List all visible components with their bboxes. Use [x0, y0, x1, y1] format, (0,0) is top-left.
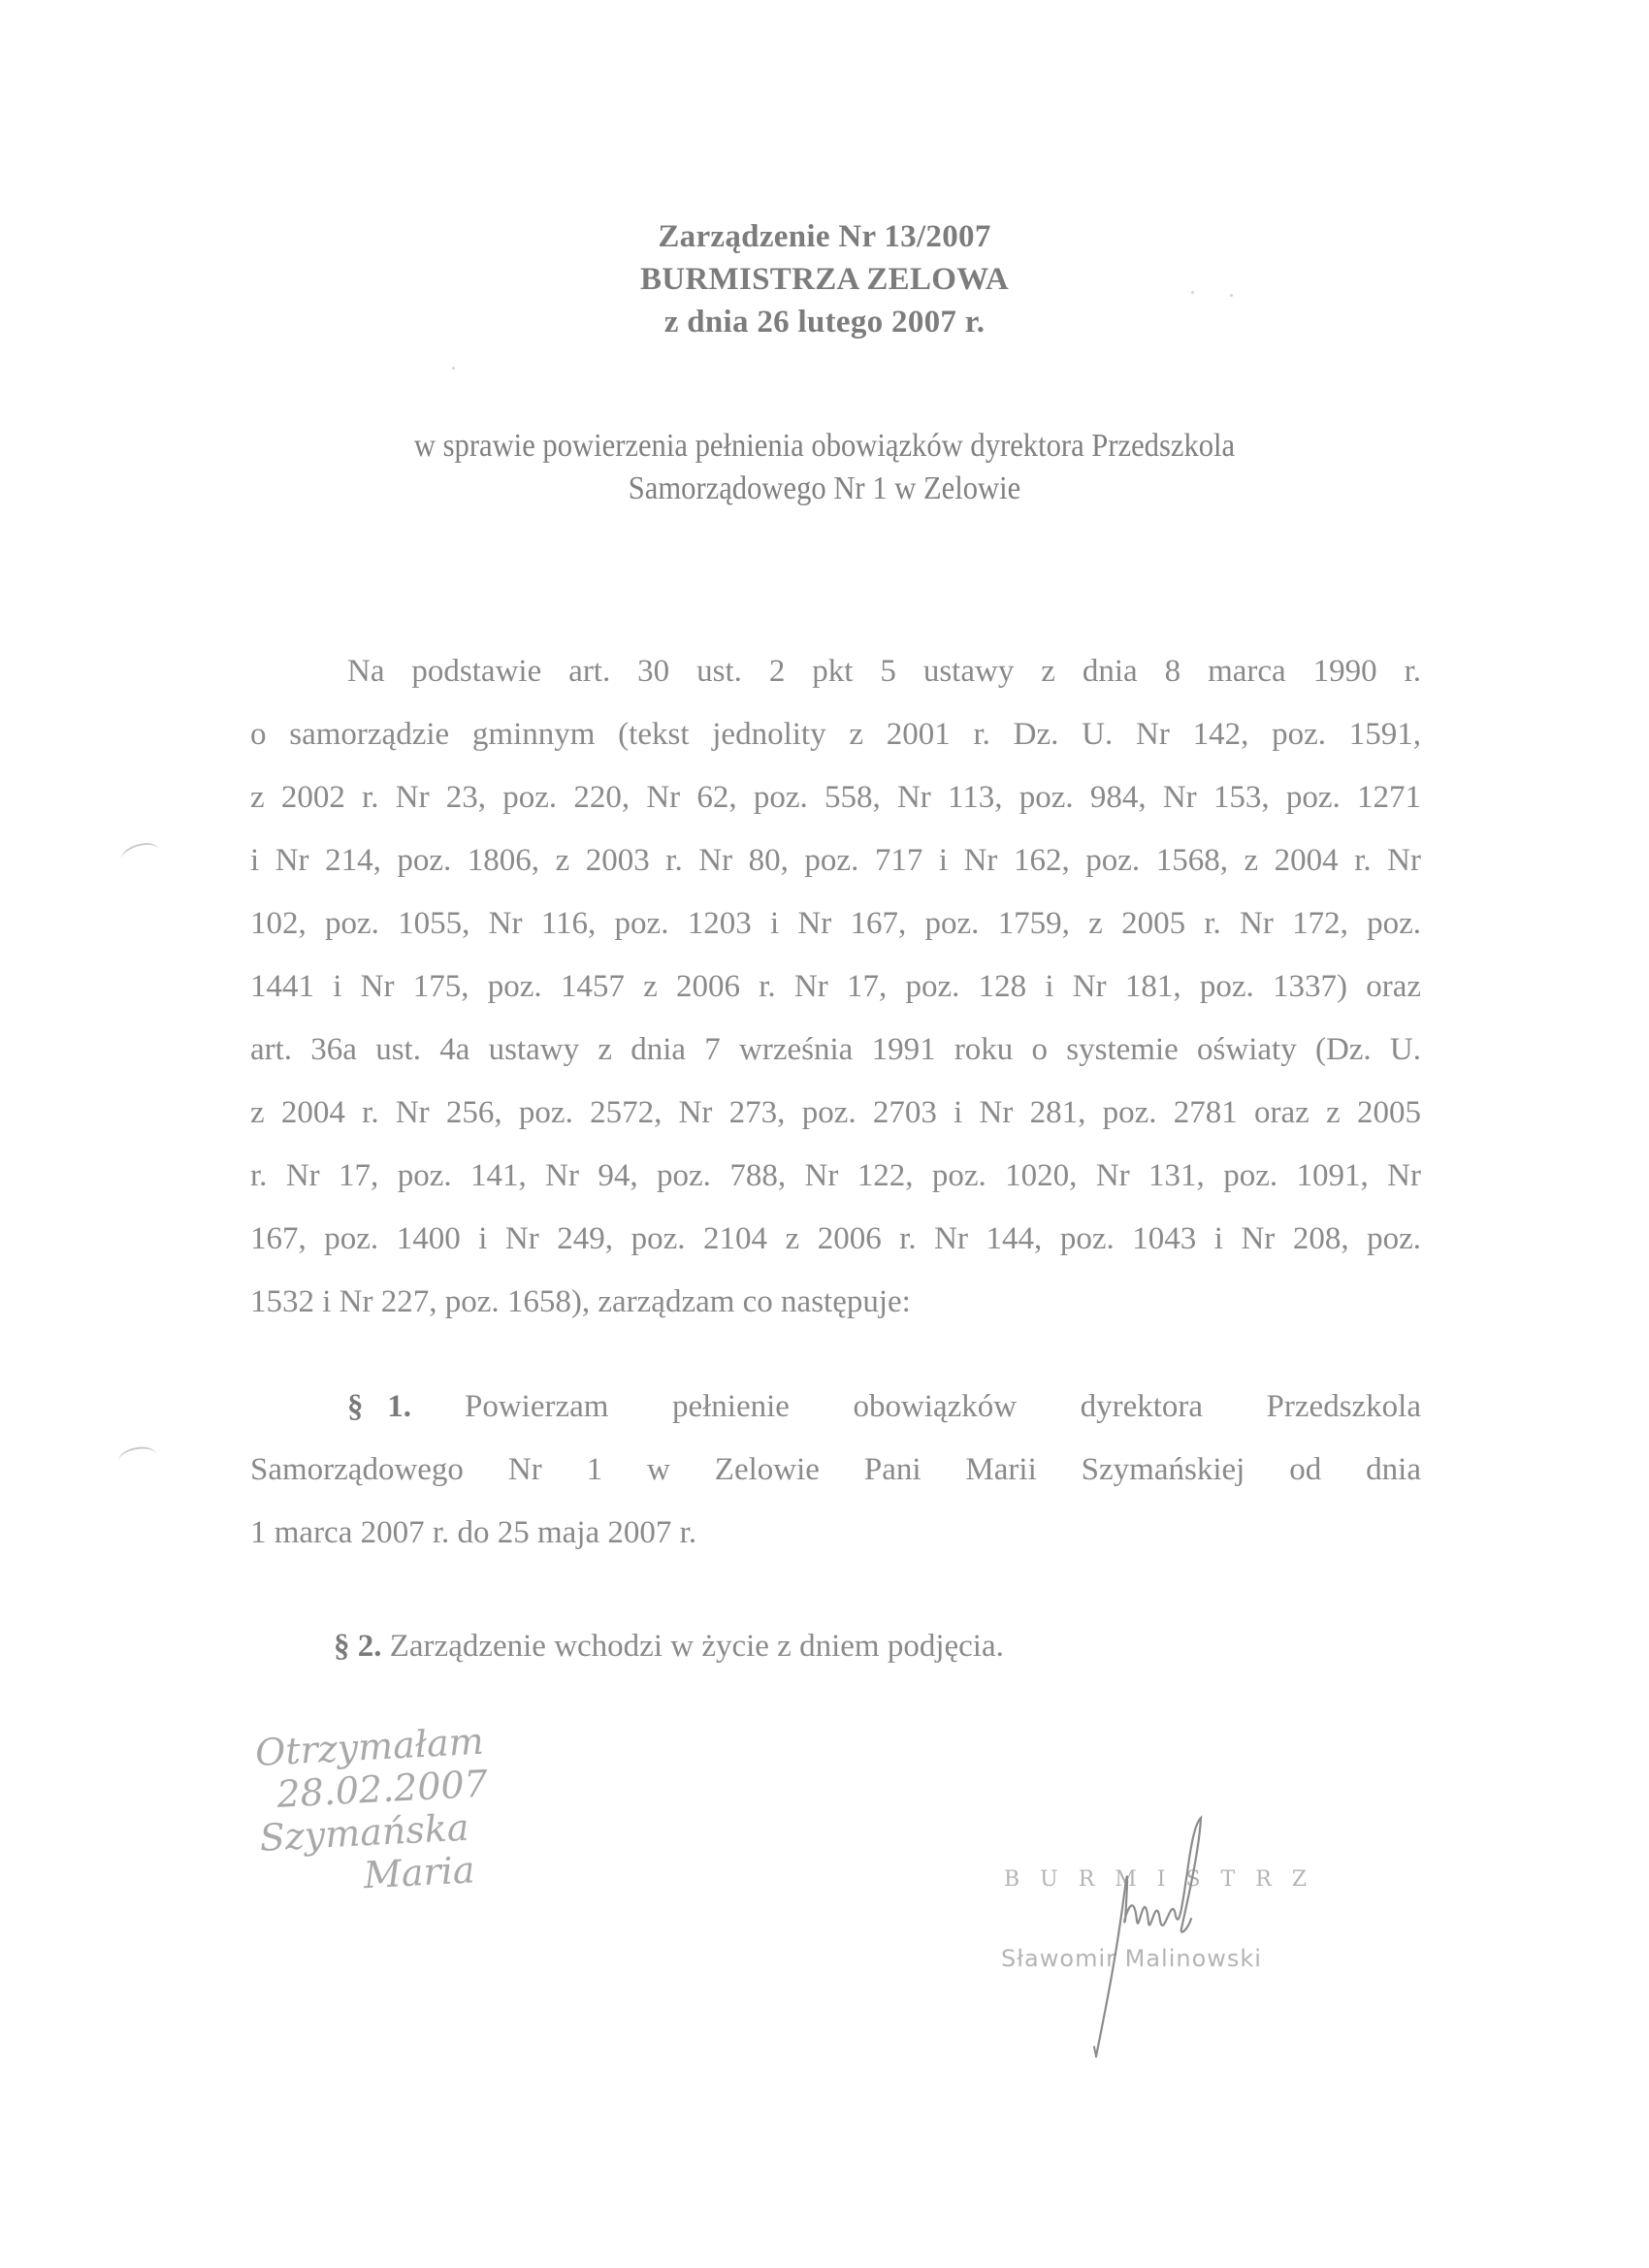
note-received: Otrzymałam: [254, 1719, 485, 1774]
legal-basis-line: i Nr 214, poz. 1806, z 2003 r. Nr 80, poz. 717 i Nr 162, poz. 1568, z 2004 r. Nr: [250, 843, 1421, 878]
section-sign: §: [334, 1629, 350, 1664]
scan-artifact: [1230, 294, 1233, 297]
scan-mark-icon: [116, 1444, 158, 1473]
note-date: 28.02.2007: [275, 1762, 489, 1816]
issuing-authority: BURMISTRZA ZELOWA: [639, 262, 1010, 297]
legal-basis-line: 167, poz. 1400 i Nr 249, poz. 2104 z 2006 r. Nr 144, poz. 1043 i Nr 208, poz.: [250, 1221, 1421, 1256]
section-2-text: Zarządzenie wchodzi w życie z dniem podjęcia.: [389, 1629, 1004, 1664]
legal-basis-line: z 2002 r. Nr 23, poz. 220, Nr 62, poz. 558, Nr 113, poz. 984, Nr 153, poz. 1271: [250, 780, 1421, 815]
scan-mark-icon: [119, 839, 162, 870]
ordinance-number: Zarządzenie Nr 13/2007: [658, 219, 991, 254]
section-1-line: [250, 1376, 1421, 1439]
legal-basis-line: art. 36a ust. 4a ustawy z dnia 7 września 1991 roku o systemie oświaty (Dz. U.: [250, 1032, 1421, 1067]
section-1: [250, 1376, 1421, 1565]
legal-basis-line: r. Nr 17, poz. 141, Nr 94, poz. 788, Nr 122, poz. 1020, Nr 131, poz. 1091, Nr: [250, 1158, 1421, 1193]
scan-artifact: [452, 367, 455, 370]
section-sign: §: [347, 1389, 364, 1424]
legal-basis-line: 1532 i Nr 227, poz. 1658), zarządzam co następuje:: [250, 1284, 911, 1319]
ordinance-subject: [0, 425, 1649, 510]
subject-line-1: w sprawie powierzenia pełnienia obowiązków dyrektora Przedszkola: [413, 428, 1236, 464]
section-number: 1.: [387, 1389, 411, 1424]
section-1-text-line-2: Samorządowego Nr 1 w Zelowie Pani Marii Szymańskiej od dnia: [250, 1452, 1421, 1487]
note-surname: Szymańska: [258, 1805, 470, 1860]
legal-basis-line: 1441 i Nr 175, poz. 1457 z 2006 r. Nr 17, poz. 128 i Nr 181, poz. 1337) oraz: [250, 969, 1421, 1004]
legal-basis-line: 102, poz. 1055, Nr 116, poz. 1203 i Nr 167, poz. 1759, z 2005 r. Nr 172, poz.: [250, 906, 1421, 941]
handwritten-receipt-note: [254, 1720, 493, 1902]
document-header: [0, 215, 1649, 343]
section-2: [334, 1615, 1004, 1678]
subject-line-2: Samorządowego Nr 1 w Zelowie: [628, 470, 1021, 506]
legal-basis-line: Na podstawie art. 30 ust. 2 pkt 5 ustawy z dnia 8 marca 1990 r.: [347, 654, 1421, 689]
section-1-text-line-3: 1 marca 2007 r. do 25 maja 2007 r.: [250, 1515, 697, 1550]
legal-basis-paragraph: [250, 640, 1421, 1334]
scan-artifact: [1191, 291, 1194, 294]
note-first-name: Maria: [362, 1848, 476, 1897]
mayor-signature-icon: [1086, 1814, 1242, 2066]
ordinance-date: z dnia 26 lutego 2007 r.: [663, 305, 986, 340]
stamp-name: Sławomir Malinowski: [1001, 1945, 1262, 1972]
section-1-heading: [347, 1376, 411, 1439]
section-1-text-line-1: Powierzam pełnienie obowiązków dyrektora Przedszkola: [465, 1389, 1421, 1424]
section-number: 2.: [357, 1629, 382, 1664]
legal-basis-line: o samorządzie gminnym (tekst jednolity z 2001 r. Dz. U. Nr 142, poz. 1591,: [250, 717, 1421, 752]
stamp-title: BURMISTRZ: [1004, 1867, 1328, 1892]
legal-basis-line: z 2004 r. Nr 256, poz. 2572, Nr 273, poz. 2703 i Nr 281, poz. 2781 oraz z 2005: [250, 1095, 1421, 1130]
